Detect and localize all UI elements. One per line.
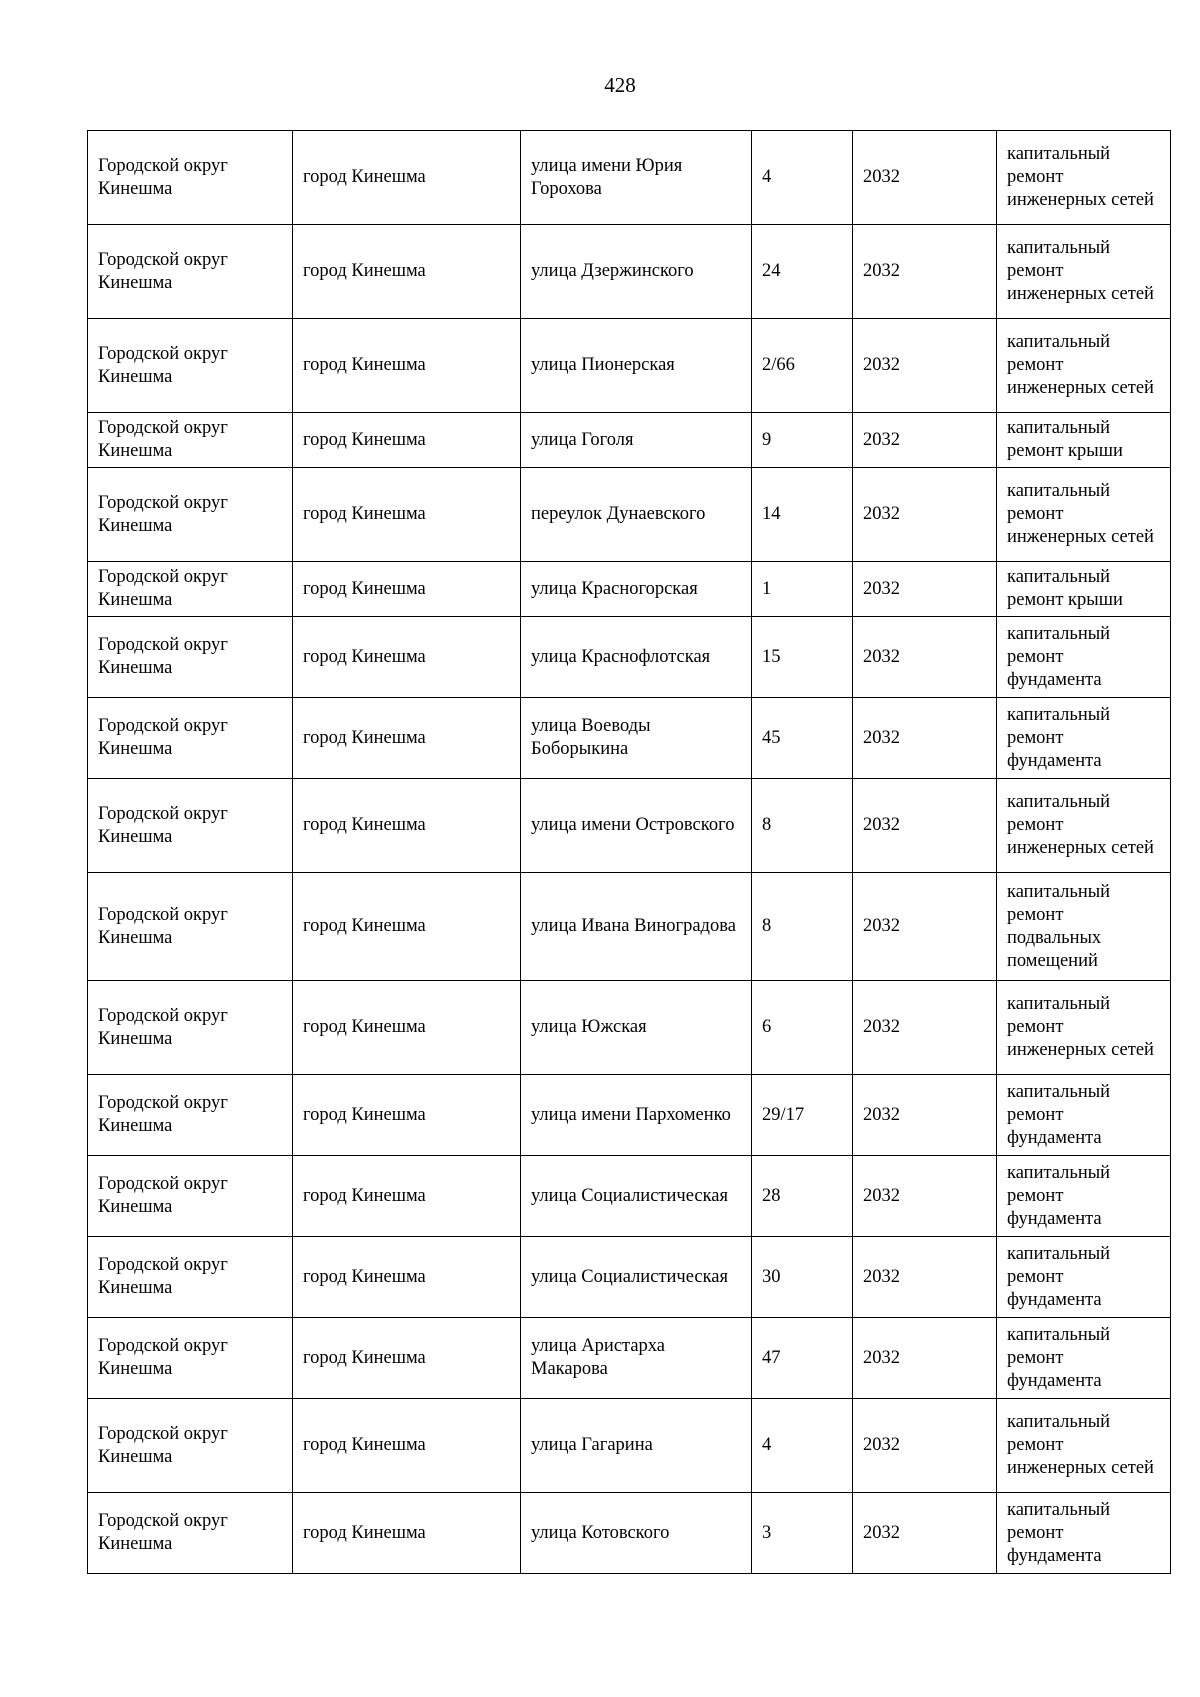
municipal-district-cell: Городской округ Кинешма: [88, 413, 293, 468]
year-cell: 2032: [853, 468, 997, 562]
table-row: [88, 1399, 1171, 1493]
city-cell: город Кинешма: [293, 468, 521, 562]
year-cell: 2032: [853, 1156, 997, 1237]
street-cell: улица имени Юрия Горохова: [521, 131, 752, 225]
municipal-district-cell: Городской округ Кинешма: [88, 698, 293, 779]
street-cell: улица Ивана Виноградова: [521, 873, 752, 981]
street-cell: улица Красногорская: [521, 562, 752, 617]
work-type-cell: капитальный ремонт фундамента: [997, 1493, 1171, 1574]
table-row: [88, 1075, 1171, 1156]
house-number-cell: 2/66: [752, 319, 853, 413]
house-number-cell: 8: [752, 873, 853, 981]
house-number-cell: 1: [752, 562, 853, 617]
year-cell: 2032: [853, 319, 997, 413]
house-number-cell: 4: [752, 1399, 853, 1493]
municipal-district-cell: Городской округ Кинешма: [88, 1318, 293, 1399]
street-cell: переулок Дунаевского: [521, 468, 752, 562]
year-cell: 2032: [853, 225, 997, 319]
house-number-cell: 29/17: [752, 1075, 853, 1156]
year-cell: 2032: [853, 617, 997, 698]
house-number-cell: 4: [752, 131, 853, 225]
municipal-district-cell: Городской округ Кинешма: [88, 468, 293, 562]
work-type-cell: капитальный ремонт инженерных сетей: [997, 468, 1171, 562]
street-cell: улица Воеводы Боборыкина: [521, 698, 752, 779]
municipal-district-cell: Городской округ Кинешма: [88, 1075, 293, 1156]
table-row: [88, 413, 1171, 468]
work-type-cell: капитальный ремонт фундамента: [997, 698, 1171, 779]
city-cell: город Кинешма: [293, 1318, 521, 1399]
city-cell: город Кинешма: [293, 413, 521, 468]
work-type-cell: капитальный ремонт инженерных сетей: [997, 319, 1171, 413]
table-row: [88, 562, 1171, 617]
city-cell: город Кинешма: [293, 319, 521, 413]
year-cell: 2032: [853, 981, 997, 1075]
work-type-cell: капитальный ремонт инженерных сетей: [997, 225, 1171, 319]
street-cell: улица Южская: [521, 981, 752, 1075]
street-cell: улица Котовского: [521, 1493, 752, 1574]
work-type-cell: капитальный ремонт инженерных сетей: [997, 779, 1171, 873]
street-cell: улица Гоголя: [521, 413, 752, 468]
work-type-cell: капитальный ремонт инженерных сетей: [997, 131, 1171, 225]
city-cell: город Кинешма: [293, 1493, 521, 1574]
municipal-district-cell: Городской округ Кинешма: [88, 981, 293, 1075]
table-body: [88, 131, 1171, 1574]
year-cell: 2032: [853, 1493, 997, 1574]
table-row: [88, 225, 1171, 319]
municipal-district-cell: Городской округ Кинешма: [88, 1156, 293, 1237]
city-cell: город Кинешма: [293, 617, 521, 698]
work-type-cell: капитальный ремонт инженерных сетей: [997, 981, 1171, 1075]
work-type-cell: капитальный ремонт фундамента: [997, 1237, 1171, 1318]
house-number-cell: 6: [752, 981, 853, 1075]
street-cell: улица имени Островского: [521, 779, 752, 873]
year-cell: 2032: [853, 1399, 997, 1493]
page-number: 428: [604, 73, 636, 97]
house-number-cell: 14: [752, 468, 853, 562]
city-cell: город Кинешма: [293, 1156, 521, 1237]
street-cell: улица Социалистическая: [521, 1156, 752, 1237]
house-number-cell: 8: [752, 779, 853, 873]
table-row: [88, 617, 1171, 698]
work-type-cell: капитальный ремонт фундамента: [997, 1075, 1171, 1156]
municipal-district-cell: Городской округ Кинешма: [88, 562, 293, 617]
table-row: [88, 131, 1171, 225]
house-number-cell: 28: [752, 1156, 853, 1237]
city-cell: город Кинешма: [293, 873, 521, 981]
table-row: [88, 779, 1171, 873]
year-cell: 2032: [853, 873, 997, 981]
work-type-cell: капитальный ремонт крыши: [997, 562, 1171, 617]
table-row: [88, 873, 1171, 981]
street-cell: улица Аристарха Макарова: [521, 1318, 752, 1399]
house-number-cell: 3: [752, 1493, 853, 1574]
city-cell: город Кинешма: [293, 225, 521, 319]
repair-schedule-table: [87, 130, 1171, 1574]
house-number-cell: 24: [752, 225, 853, 319]
year-cell: 2032: [853, 562, 997, 617]
city-cell: город Кинешма: [293, 131, 521, 225]
municipal-district-cell: Городской округ Кинешма: [88, 319, 293, 413]
street-cell: улица Дзержинского: [521, 225, 752, 319]
work-type-cell: капитальный ремонт инженерных сетей: [997, 1399, 1171, 1493]
table-row: [88, 1237, 1171, 1318]
house-number-cell: 47: [752, 1318, 853, 1399]
table-row: [88, 319, 1171, 413]
table-row: [88, 698, 1171, 779]
municipal-district-cell: Городской округ Кинешма: [88, 779, 293, 873]
street-cell: улица Краснофлотская: [521, 617, 752, 698]
year-cell: 2032: [853, 698, 997, 779]
year-cell: 2032: [853, 131, 997, 225]
year-cell: 2032: [853, 779, 997, 873]
table-row: [88, 1318, 1171, 1399]
street-cell: улица Социалистическая: [521, 1237, 752, 1318]
municipal-district-cell: Городской округ Кинешма: [88, 873, 293, 981]
house-number-cell: 30: [752, 1237, 853, 1318]
street-cell: улица Пионерская: [521, 319, 752, 413]
year-cell: 2032: [853, 1075, 997, 1156]
municipal-district-cell: Городской округ Кинешма: [88, 131, 293, 225]
city-cell: город Кинешма: [293, 779, 521, 873]
city-cell: город Кинешма: [293, 562, 521, 617]
municipal-district-cell: Городской округ Кинешма: [88, 617, 293, 698]
house-number-cell: 45: [752, 698, 853, 779]
work-type-cell: капитальный ремонт крыши: [997, 413, 1171, 468]
year-cell: 2032: [853, 1237, 997, 1318]
year-cell: 2032: [853, 413, 997, 468]
street-cell: улица имени Пархоменко: [521, 1075, 752, 1156]
municipal-district-cell: Городской округ Кинешма: [88, 1237, 293, 1318]
city-cell: город Кинешма: [293, 1237, 521, 1318]
work-type-cell: капитальный ремонт фундамента: [997, 617, 1171, 698]
work-type-cell: капитальный ремонт фундамента: [997, 1318, 1171, 1399]
table-row: [88, 981, 1171, 1075]
city-cell: город Кинешма: [293, 1075, 521, 1156]
house-number-cell: 9: [752, 413, 853, 468]
house-number-cell: 15: [752, 617, 853, 698]
municipal-district-cell: Городской округ Кинешма: [88, 1399, 293, 1493]
work-type-cell: капитальный ремонт подвальных помещений: [997, 873, 1171, 981]
city-cell: город Кинешма: [293, 1399, 521, 1493]
year-cell: 2032: [853, 1318, 997, 1399]
table-row: [88, 468, 1171, 562]
municipal-district-cell: Городской округ Кинешма: [88, 225, 293, 319]
municipal-district-cell: Городской округ Кинешма: [88, 1493, 293, 1574]
table-row: [88, 1493, 1171, 1574]
street-cell: улица Гагарина: [521, 1399, 752, 1493]
work-type-cell: капитальный ремонт фундамента: [997, 1156, 1171, 1237]
table-row: [88, 1156, 1171, 1237]
city-cell: город Кинешма: [293, 698, 521, 779]
city-cell: город Кинешма: [293, 981, 521, 1075]
